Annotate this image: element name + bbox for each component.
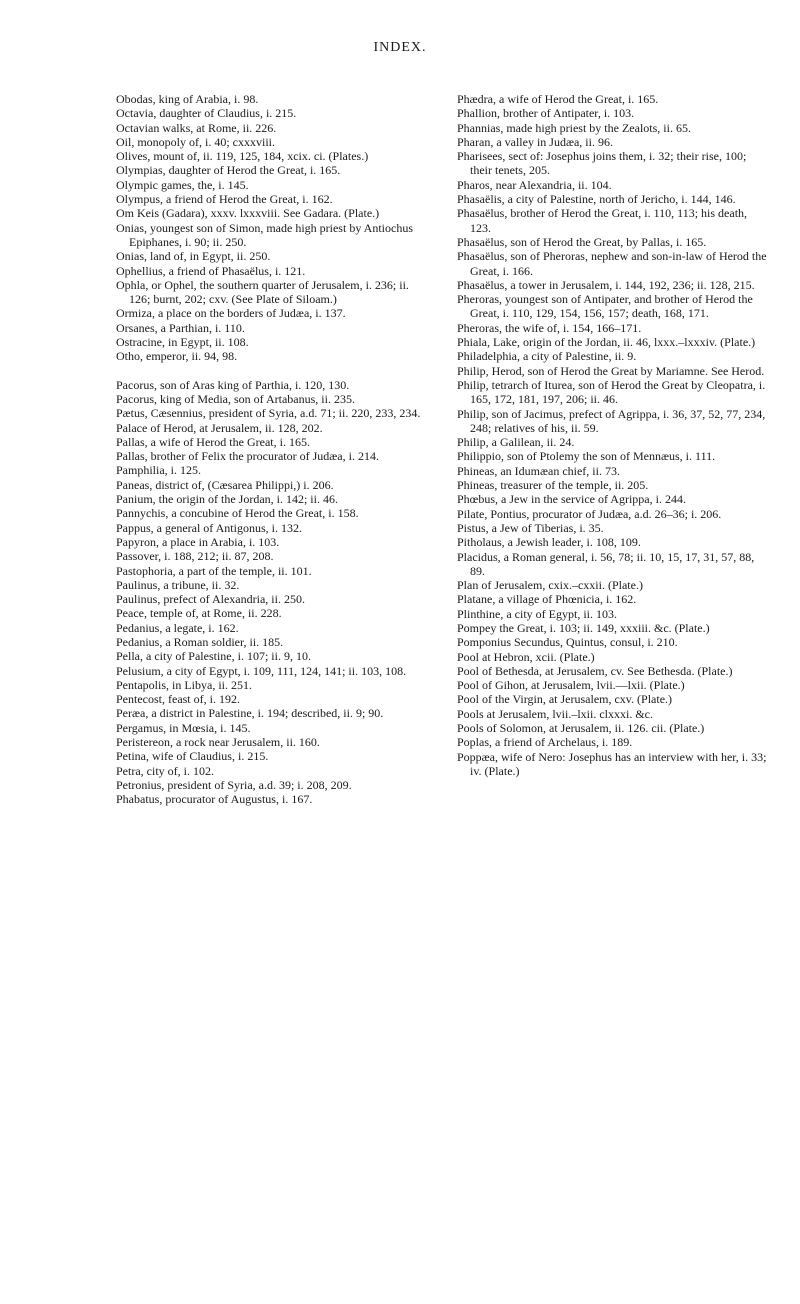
index-entry: Phiala, Lake, origin of the Jordan, ii. 46, lxxx.–lxxxiv. (Plate.) bbox=[457, 335, 756, 350]
index-entry: Oil, monopoly of, i. 40; cxxxviii. bbox=[116, 134, 275, 149]
index-entry: Olives, mount of, ii. 119, 125, 184, xcix. ci. (Plates.) bbox=[116, 149, 369, 164]
index-entry: Pheroras, youngest son of Antipater, and brother of Herod the Great, i. 110, 129, 154, 156, 157; death, 168, 171. bbox=[457, 292, 753, 321]
index-entry: Onias, youngest son of Simon, made high priest by Antiochus Epiphanes, i. 90; ii. 250. bbox=[116, 220, 413, 249]
index-entry: Orsanes, a Parthian, i. 110. bbox=[116, 320, 245, 335]
index-entry: Phallion, brother of Antipater, i. 103. bbox=[457, 106, 635, 121]
index-entry: Pools at Jerusalem, lvii.–lxii. clxxxi. &c. bbox=[457, 706, 653, 721]
index-entry: Panium, the origin of the Jordan, i. 142; ii. 46. bbox=[116, 492, 338, 507]
index-entry: Poppæa, wife of Nero: Josephus has an interview with her, i. 33; iv. (Plate.) bbox=[457, 749, 767, 778]
index-entry: Pella, a city of Palestine, i. 107; ii. 9, 10. bbox=[116, 649, 311, 664]
index-entry: Philadelphia, a city of Palestine, ii. 9. bbox=[457, 349, 637, 364]
index-entry: Phineas, an Idumæan chief, ii. 73. bbox=[457, 463, 620, 478]
index-entry: Philip, a Galilean, ii. 24. bbox=[457, 435, 575, 450]
index-entry: Onias, land of, in Egypt, ii. 250. bbox=[116, 249, 271, 264]
index-entry: Phabatus, procurator of Augustus, i. 167. bbox=[116, 792, 313, 807]
index-entry: Pool of Gihon, at Jerusalem, lvii.—lxii. (Plate.) bbox=[457, 678, 685, 693]
index-entry: Philip, Herod, son of Herod the Great by Mariamne. See Herod. bbox=[457, 363, 765, 378]
index-entry: Pastophoria, a part of the temple, ii. 101. bbox=[116, 563, 312, 578]
index-entry: Philip, tetrarch of Iturea, son of Herod the Great by Cleopatra, i. 165, 172, 181, 197, 206; ii. 46. bbox=[457, 377, 766, 407]
index-entry: Pharan, a valley in Judæa, ii. 96. bbox=[457, 134, 613, 149]
index-entry: Olympic games, the, i. 145. bbox=[116, 177, 249, 192]
index-entry: Platane, a village of Phœnicia, i. 162. bbox=[457, 592, 637, 607]
index-entry: Pacorus, king of Media, son of Artabanus, ii. 235. bbox=[116, 391, 355, 406]
index-entry: Phineas, treasurer of the temple, ii. 205. bbox=[457, 478, 649, 493]
index-entry: Pool at Hebron, xcii. (Plate.) bbox=[457, 649, 595, 664]
index-entry: Phasaëlus, a tower in Jerusalem, i. 144, 192, 236; ii. 128, 215. bbox=[457, 277, 755, 292]
index-entry: Pallas, brother of Felix the procurator of Judæa, i. 214. bbox=[116, 449, 379, 464]
index-entry: Pharisees, sect of: Josephus joins them, i. 32; their rise, 100; their tenets, 205. bbox=[457, 149, 747, 178]
index-entry: Obodas, king of Arabia, i. 98. bbox=[116, 92, 259, 106]
index-entry: Palace of Herod, at Jerusalem, ii. 128, 202. bbox=[116, 420, 323, 435]
index-entry: Phasaëlus, son of Herod the Great, by Pallas, i. 165. bbox=[457, 234, 707, 249]
index-entry: Pistus, a Jew of Tiberias, i. 35. bbox=[457, 520, 604, 535]
index-entry: Papyron, a place in Arabia, i. 103. bbox=[116, 534, 280, 549]
index-entry: Pool of Bethesda, at Jerusalem, cv. See Bethesda. (Plate.) bbox=[457, 663, 733, 678]
index-entry: Philip, son of Jacimus, prefect of Agrippa, i. 36, 37, 52, 77, 234, 248; relatives of his, ii. 59. bbox=[457, 406, 766, 435]
index-entry: Ophla, or Ophel, the southern quarter of Jerusalem, i. 236; ii. 126; burnt, 202; cxv. (See Plate of Siloam.) bbox=[116, 277, 409, 307]
index-entry: Phannias, made high priest by the Zealots, ii. 65. bbox=[457, 120, 691, 135]
index-entry: Pool of the Virgin, at Jerusalem, cxv. (Plate.) bbox=[457, 692, 673, 707]
index-column-left bbox=[116, 92, 428, 807]
index-entry: Pergamus, in Mœsia, i. 145. bbox=[116, 720, 251, 735]
index-entry: Phædra, a wife of Herod the Great, i. 165. bbox=[457, 92, 659, 106]
index-entry: Pamphilia, i. 125. bbox=[116, 463, 201, 478]
index-entry: Olympus, a friend of Herod the Great, i. 162. bbox=[116, 192, 333, 207]
index-entry: Pilate, Pontius, procurator of Judæa, a.d. 26–36; i. 206. bbox=[457, 506, 722, 521]
index-entry: Ostracine, in Egypt, ii. 108. bbox=[116, 335, 249, 350]
index-entry: Om Keis (Gadara), xxxv. lxxxviii. See Gadara. (Plate.) bbox=[116, 206, 380, 221]
index-entry: Petronius, president of Syria, a.d. 39; i. 208, 209. bbox=[116, 777, 352, 792]
index-entry: Ophellius, a friend of Phasaëlus, i. 121. bbox=[116, 263, 306, 278]
index-entry: Paulinus, a tribune, ii. 32. bbox=[116, 577, 240, 592]
index-entry: Phasaëlus, brother of Herod the Great, i. 110, 113; his death, 123. bbox=[457, 206, 748, 235]
index-entry: Pannychis, a concubine of Herod the Great, i. 158. bbox=[116, 506, 359, 521]
index-entry: Pharos, near Alexandria, ii. 104. bbox=[457, 177, 612, 192]
index-entry: Petina, wife of Claudius, i. 215. bbox=[116, 749, 269, 764]
index-entry: Pomponius Secundus, Quintus, consul, i. 210. bbox=[457, 635, 678, 650]
index-entry: Peræa, a district in Palestine, i. 194; described, ii. 9; 90. bbox=[116, 706, 384, 721]
index-entry: Peristereon, a rock near Jerusalem, ii. 160. bbox=[116, 735, 320, 750]
index-entry: Petra, city of, i. 102. bbox=[116, 763, 214, 778]
index-entry: Pompey the Great, i. 103; ii. 149, xxxiii. &c. (Plate.) bbox=[457, 620, 710, 635]
index-entry: Pedanius, a Roman soldier, ii. 185. bbox=[116, 634, 284, 649]
index-entry: Pelusium, a city of Egypt, i. 109, 111, 124, 141; ii. 103, 108. bbox=[116, 663, 407, 678]
index-entry: Pætus, Cæsennius, president of Syria, a.d. 71; ii. 220, 233, 234. bbox=[116, 406, 421, 421]
index-entry: Octavia, daughter of Claudius, i. 215. bbox=[116, 106, 297, 121]
index-entry: Ormiza, a place on the borders of Judæa, i. 137. bbox=[116, 306, 346, 321]
index-entry: Pacorus, son of Aras king of Parthia, i. 120, 130. bbox=[116, 377, 350, 392]
index-entry: Octavian walks, at Rome, ii. 226. bbox=[116, 120, 277, 135]
index-entry: Pentapolis, in Libya, ii. 251. bbox=[116, 677, 252, 692]
index-entry: Peace, temple of, at Rome, ii. 228. bbox=[116, 606, 282, 621]
index-entry: Philippio, son of Ptolemy the son of Mennæus, i. 111. bbox=[457, 449, 716, 464]
index-entry: Pitholaus, a Jewish leader, i. 108, 109. bbox=[457, 535, 641, 550]
index-entry: Pedanius, a legate, i. 162. bbox=[116, 620, 239, 635]
index-entry: Phœbus, a Jew in the service of Agrippa, i. 244. bbox=[457, 492, 686, 507]
index-entry: Placidus, a Roman general, i. 56, 78; ii. 10, 15, 17, 31, 57, 88, 89. bbox=[457, 549, 755, 578]
index-entry: Pools of Solomon, at Jerusalem, ii. 126. cii. (Plate.) bbox=[457, 721, 705, 736]
index-entry: Pallas, a wife of Herod the Great, i. 165. bbox=[116, 434, 310, 449]
index-entry: Pheroras, the wife of, i. 154, 166–171. bbox=[457, 320, 642, 335]
index-column-right bbox=[457, 92, 769, 778]
index-entry: Pentecost, feast of, i. 192. bbox=[116, 692, 240, 707]
index-entry: Phasaëlus, son of Pheroras, nephew and son-in-law of Herod the Great, i. 166. bbox=[457, 249, 767, 278]
index-entry: Paulinus, prefect of Alexandria, ii. 250. bbox=[116, 592, 305, 607]
index-entry: Passover, i. 188, 212; ii. 87, 208. bbox=[116, 549, 274, 564]
index-entry: Otho, emperor, ii. 94, 98. bbox=[116, 349, 238, 364]
index-entry: Pappus, a general of Antigonus, i. 132. bbox=[116, 520, 302, 535]
index-entry: Paneas, district of, (Cæsarea Philippi,) i. 206. bbox=[116, 477, 334, 492]
page-heading: INDEX. bbox=[373, 40, 427, 55]
index-entry: Plinthine, a city of Egypt, ii. 103. bbox=[457, 606, 617, 621]
index-entry: Phasaëlis, a city of Palestine, north of Jericho, i. 144, 146. bbox=[457, 192, 736, 207]
index-entry: Olympias, daughter of Herod the Great, i. 165. bbox=[116, 163, 341, 178]
index-entry: Plan of Jerusalem, cxix.–cxxii. (Plate.) bbox=[457, 578, 643, 593]
index-entry: Poplas, a friend of Archelaus, i. 189. bbox=[457, 735, 633, 750]
